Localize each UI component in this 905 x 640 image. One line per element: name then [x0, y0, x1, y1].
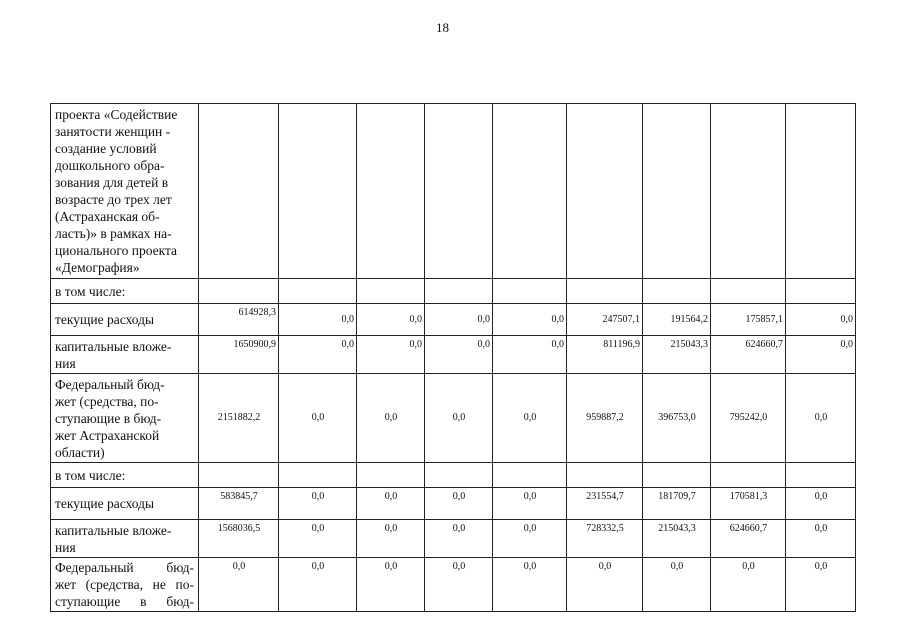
page-number: 18 — [436, 20, 449, 35]
table-cell — [493, 279, 567, 304]
table-cell: 728332,5 — [567, 520, 643, 558]
table-row — [51, 488, 856, 520]
table-cell: 959887,2 — [567, 374, 643, 463]
table-cell: 0,0 — [357, 520, 425, 558]
table-cell: 0,0 — [279, 374, 357, 463]
table-cell: 396753,0 — [643, 374, 711, 463]
table-cell: 614928,3 — [199, 304, 279, 336]
table-row — [51, 304, 856, 336]
table-cell: 0,0 — [425, 488, 493, 520]
table-cell: 0,0 — [357, 488, 425, 520]
table-cell — [357, 463, 425, 488]
table-row — [51, 336, 856, 374]
table-cell: 0,0 — [199, 558, 279, 612]
table-cell — [643, 463, 711, 488]
table-cell — [567, 463, 643, 488]
table-cell: 0,0 — [786, 374, 856, 463]
table-cell: 247507,1 — [567, 304, 643, 336]
table-row — [51, 463, 856, 488]
table-cell — [357, 104, 425, 279]
table-cell: 0,0 — [279, 336, 357, 374]
table-cell: 0,0 — [567, 558, 643, 612]
table-cell: 1568036,5 — [199, 520, 279, 558]
table-cell — [493, 104, 567, 279]
table-cell: 175857,1 — [711, 304, 786, 336]
table-cell — [567, 279, 643, 304]
table-cell: 0,0 — [786, 304, 856, 336]
table-cell — [567, 104, 643, 279]
table-cell: 0,0 — [357, 336, 425, 374]
table-cell: 0,0 — [357, 304, 425, 336]
table-cell: 191564,2 — [643, 304, 711, 336]
table-cell — [199, 279, 279, 304]
table-cell: 0,0 — [279, 558, 357, 612]
table-cell — [643, 104, 711, 279]
table-cell: 0,0 — [786, 520, 856, 558]
table-cell: 0,0 — [357, 374, 425, 463]
table-cell: 0,0 — [425, 336, 493, 374]
row-label: капитальные вложе- ния — [51, 336, 199, 374]
table-cell: 0,0 — [493, 304, 567, 336]
table-cell — [279, 104, 357, 279]
table-row — [51, 558, 856, 612]
table-cell: 0,0 — [493, 488, 567, 520]
row-label: капитальные вложе- ния — [51, 520, 199, 558]
budget-table — [50, 103, 856, 612]
table-cell: 0,0 — [711, 558, 786, 612]
table-cell: 0,0 — [425, 558, 493, 612]
table-cell: 0,0 — [279, 520, 357, 558]
table-cell — [786, 279, 856, 304]
table-row — [51, 279, 856, 304]
table-cell: 215043,3 — [643, 336, 711, 374]
table-cell: 583845,7 — [199, 488, 279, 520]
table-cell: 0,0 — [493, 558, 567, 612]
table-cell: 0,0 — [643, 558, 711, 612]
table-cell — [786, 463, 856, 488]
table-cell: 0,0 — [493, 520, 567, 558]
table-cell — [425, 279, 493, 304]
table-cell: 0,0 — [493, 374, 567, 463]
table-cell: 0,0 — [357, 558, 425, 612]
table-cell: 0,0 — [786, 336, 856, 374]
table-cell — [711, 279, 786, 304]
table-cell: 0,0 — [425, 374, 493, 463]
table-cell — [279, 463, 357, 488]
table-cell: 181709,7 — [643, 488, 711, 520]
table-cell: 215043,3 — [643, 520, 711, 558]
table-cell — [357, 279, 425, 304]
table-cell: 0,0 — [493, 336, 567, 374]
row-label: текущие расходы — [51, 488, 199, 520]
table-cell: 0,0 — [279, 488, 357, 520]
table-cell: 0,0 — [279, 304, 357, 336]
table-cell: 811196,9 — [567, 336, 643, 374]
table-cell: 624660,7 — [711, 520, 786, 558]
table-cell: 0,0 — [786, 558, 856, 612]
table-cell: 170581,3 — [711, 488, 786, 520]
row-label: Федеральный бюд- жет (средства, по- ступающие в бюд- жет Астраханской области) — [51, 374, 199, 463]
row-label: текущие расходы — [51, 304, 199, 336]
row-label: в том числе: — [51, 279, 199, 304]
table-cell — [711, 463, 786, 488]
table-cell — [199, 463, 279, 488]
table-row — [51, 520, 856, 558]
table-cell — [425, 104, 493, 279]
table-cell — [199, 104, 279, 279]
table-cell: 624660,7 — [711, 336, 786, 374]
table-cell — [711, 104, 786, 279]
table-cell: 0,0 — [786, 488, 856, 520]
table-cell: 1650900,9 — [199, 336, 279, 374]
table-cell: 0,0 — [425, 520, 493, 558]
table-cell — [786, 104, 856, 279]
table-cell — [643, 279, 711, 304]
row-label: в том числе: — [51, 463, 199, 488]
row-label: проекта «Содействие занятости женщин - создание условий дошкольного обра- зования для детей в возрасте до трех лет (Астраханская об- ласть)» в рамках на- ционального проекта «Демография» — [51, 104, 199, 279]
table-row — [51, 374, 856, 463]
table-cell: 0,0 — [425, 304, 493, 336]
table-cell: 231554,7 — [567, 488, 643, 520]
table-cell — [493, 463, 567, 488]
table-cell: 2151882,2 — [199, 374, 279, 463]
table-row — [51, 104, 856, 279]
table-cell: 795242,0 — [711, 374, 786, 463]
row-label: Федеральный бюд- жет (средства, не по- ступающие в бюд- — [51, 558, 199, 612]
table-cell — [279, 279, 357, 304]
table-cell — [425, 463, 493, 488]
